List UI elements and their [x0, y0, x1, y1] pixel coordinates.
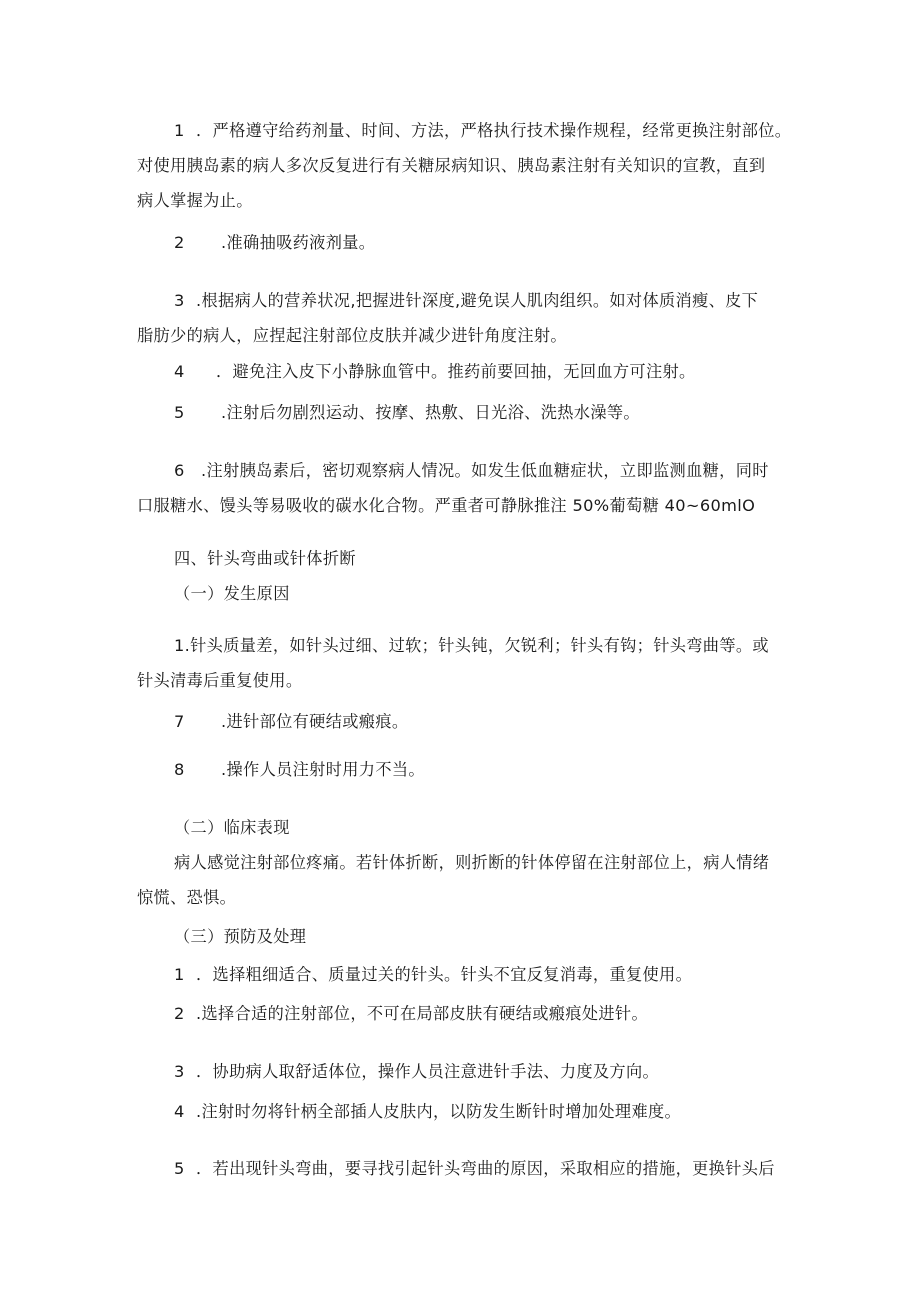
prevention-item-3: 3 ．协助病人取舒适体位，操作人员注意进针手法、力度及方向。 — [174, 1062, 660, 1081]
cause-item-1-line-1: 1.针头质量差，如针头过细、过软；针头钝，欠锐利；针头有钩；针头弯曲等。或 — [174, 636, 769, 655]
item-4: 4 ．避免注入皮下小静脉血管中。推药前要回抽，无回血方可注射。 — [174, 362, 696, 381]
item-3-line-2: 脂肪少的病人，应捏起注射部位皮肤并减少进针角度注射。 — [137, 326, 567, 345]
prevention-item-2: 2 .选择合适的注射部位，不可在局部皮肤有硬结或瘢痕处进针。 — [174, 1004, 649, 1023]
item-6-line-2: 口服糖水、馒头等易吸收的碳水化合物。严重者可静脉推注 50%葡萄糖 40~60mlO — [137, 496, 756, 515]
cause-item-1-line-2: 针头清毒后重复使用。 — [137, 671, 303, 690]
prevention-item-5: 5 ．若出现针头弯曲，要寻找引起针头弯曲的原因，采取相应的措施，更换针头后 — [174, 1159, 775, 1178]
symptom-line-2: 惊慌、恐惧。 — [137, 888, 237, 907]
item-2: 2 .准确抽吸药液剂量。 — [174, 233, 376, 252]
cause-item-7: 7 .进针部位有硬结或瘢痕。 — [174, 712, 409, 731]
section-heading: 四、针头弯曲或针体折断 — [174, 549, 356, 568]
symptom-line-1: 病人感觉注射部位疼痛。若针体折断，则折断的针体停留在注射部位上，病人情绪 — [174, 853, 770, 872]
prevention-item-1: 1 ．选择粗细适合、质量过关的针头。针头不宜反复消毒，重复使用。 — [174, 965, 693, 984]
item-1-line-1: 1 ．严格遵守给药剂量、时间、方法，严格执行技术操作规程，经常更换注射部位。 — [174, 121, 792, 140]
item-3-line-1: 3 .根据病人的营养状况,把握进针深度,避免误人肌肉组织。如对体质消瘦、皮下 — [174, 291, 759, 310]
subsection-heading-1: （一）发生原因 — [174, 584, 290, 603]
subsection-heading-3: （三）预防及处理 — [174, 927, 307, 946]
item-6-line-1: 6 .注射胰岛素后，密切观察病人情况。如发生低血糖症状，立即监测血糖，同时 — [174, 461, 769, 480]
cause-item-8: 8 .操作人员注射时用力不当。 — [174, 760, 425, 779]
item-1-line-2: 对使用胰岛素的病人多次反复进行有关糖尿病知识、胰岛素注射有关知识的宣教，直到 — [137, 156, 766, 175]
item-5: 5 .注射后勿剧烈运动、按摩、热敷、日光浴、洗热水澡等。 — [174, 403, 640, 422]
prevention-item-4: 4 .注射时勿将针柄全部插人皮肤内，以防发生断针时增加处理难度。 — [174, 1102, 682, 1121]
item-1-line-3: 病人掌握为止。 — [137, 191, 253, 210]
subsection-heading-2: （二）临床表现 — [174, 818, 290, 837]
